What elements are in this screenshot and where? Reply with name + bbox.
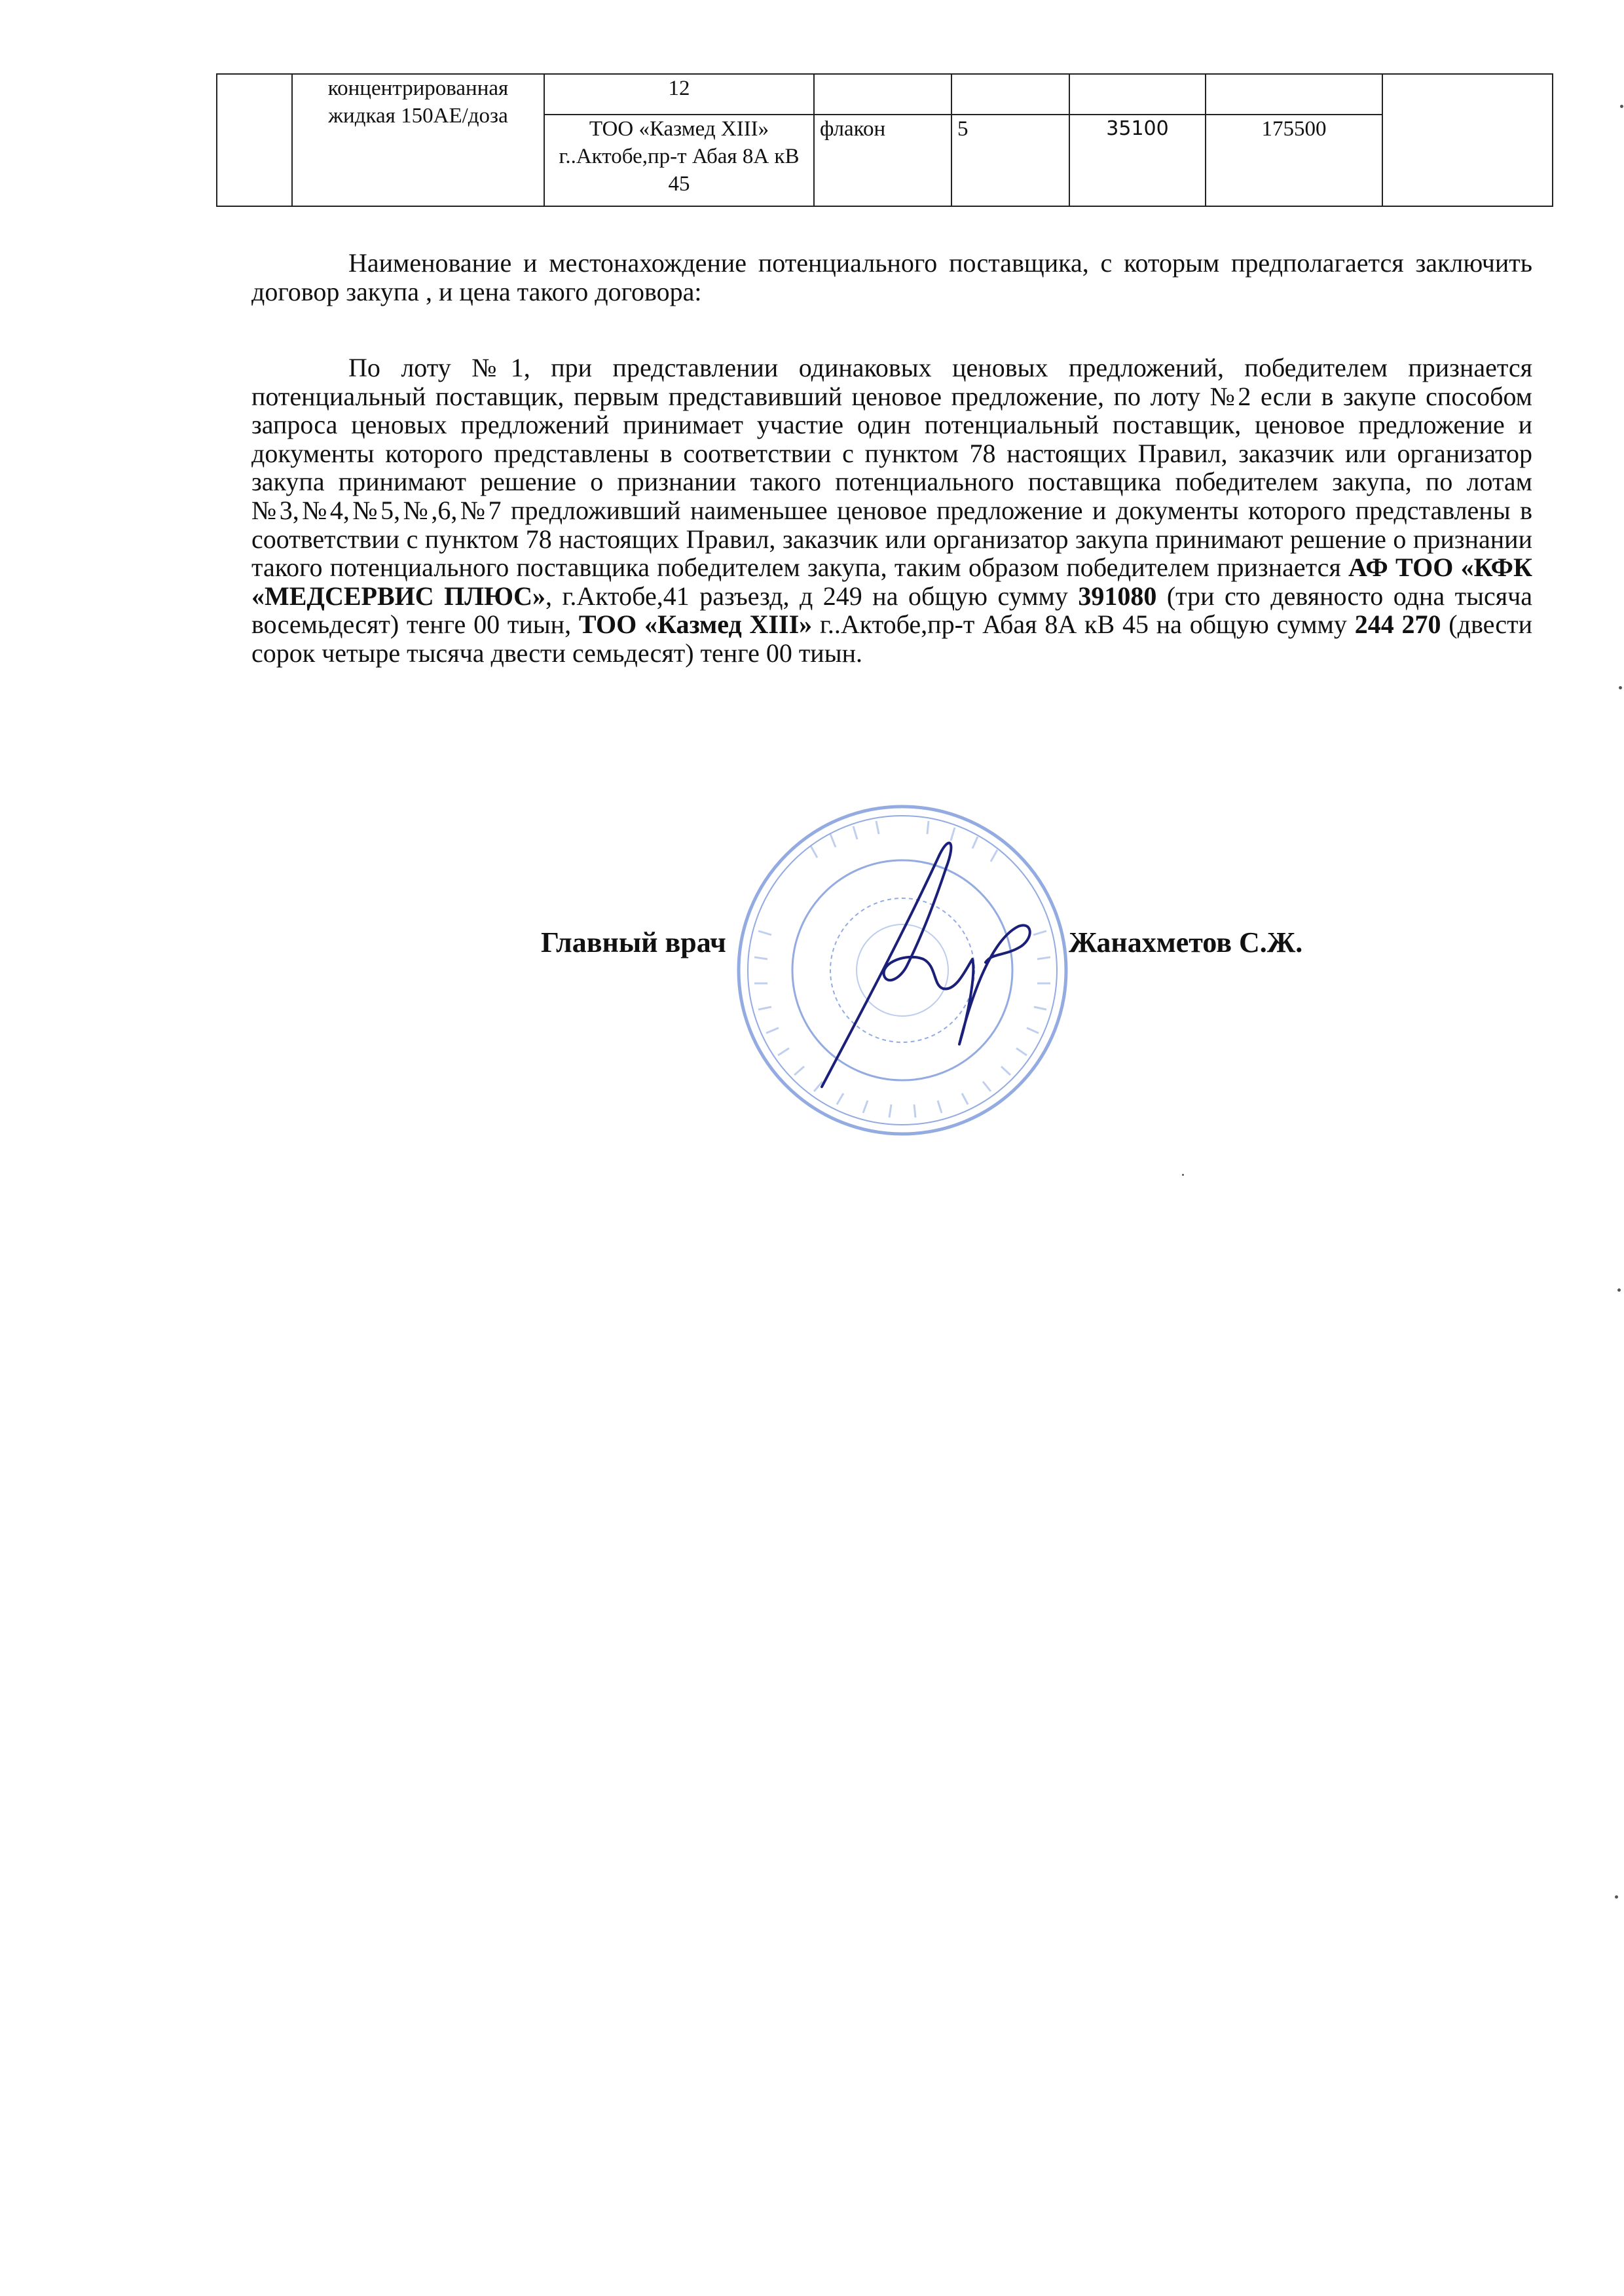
- table-row: [217, 74, 1553, 115]
- decision-text-3: (три сто девяносто одна тысяча восемьдесят) тенге 00 тиын,: [251, 581, 1532, 640]
- decision-text-5: (двести сорок четыре тысяча двести семьдесят) тенге 00 тиын.: [251, 610, 1533, 668]
- table-cell-unit: флакон: [814, 115, 951, 206]
- sum-1: 391080: [1078, 581, 1157, 611]
- winner-1: АФ ТОО «КФК «МЕДСЕРВИС ПЛЮС»: [251, 553, 1532, 611]
- scan-speck: [1615, 1895, 1618, 1899]
- procurement-table: [216, 73, 1553, 207]
- table-cell-value: 12: [544, 74, 814, 115]
- table-cell-empty: [951, 74, 1069, 115]
- decision-paragraph: [251, 354, 1532, 668]
- signature-mark: [809, 828, 1044, 1097]
- table-cell-empty: [1382, 74, 1553, 206]
- decision-text-1: По лоту №1, при представлении одинаковых ценовых предложений, победителем признается потенциальный поставщик, первым представивший ценовое предложение, по лоту №2 если в закупе способом запроса ценовых предложений принимает участие один потенциальный поставщик, ценовое предложение и документы которого представлены в соответствии с пунктом 78 настоящих Правил, заказчик или организатор закупа принимают решение о признании такого потенциального поставщика победителем закупа, по лотам №3,№4,№5,№,6,№7 предложивший наименьшее ценовое предложение и документы которого представлены в соответствии с пунктом 78 настоящих Правил, заказчик или организатор закупа принимают решение о признании такого потенциального поставщика победителем закупа, таким образом победителем признается: [251, 353, 1532, 583]
- table-cell-number: [217, 74, 292, 206]
- supplier-heading-paragraph: Наименование и местонахождение потенциального поставщика, с которым предполагается заключить договор закупа , и цена такого договора:: [251, 248, 1532, 306]
- table-cell-empty: [1206, 74, 1382, 115]
- table-cell-name: концентрированная жидкая 150АЕ/доза: [292, 74, 544, 206]
- scan-speck: [1182, 1174, 1184, 1176]
- decision-text-2: , г.Актобе,41 разъезд, д 249 на общую сумму: [545, 581, 1079, 611]
- signatory-title: Главный врач: [541, 926, 726, 958]
- table-cell-empty: [814, 74, 951, 115]
- table-cell-supplier: ТОО «Казмед XIII» г..Актобе,пр-т Абая 8А кВ 45: [544, 115, 814, 206]
- sum-2: 244 270: [1354, 610, 1441, 640]
- winner-2: ТОО «Казмед XIII»: [578, 610, 813, 640]
- table-cell-empty: [1069, 74, 1206, 115]
- decision-text-4: г..Актобе,пр-т Абая 8А кВ 45 на общую сумму: [812, 610, 1355, 640]
- table-cell-price: 35100: [1069, 115, 1206, 206]
- signatory-name: Жанахметов С.Ж.: [1069, 926, 1303, 958]
- scan-speck: [1619, 686, 1622, 689]
- scan-speck: [1617, 1288, 1621, 1292]
- table-cell-total: 175500: [1206, 115, 1382, 206]
- scan-speck: [1620, 105, 1623, 108]
- table-cell-quantity: 5: [951, 115, 1069, 206]
